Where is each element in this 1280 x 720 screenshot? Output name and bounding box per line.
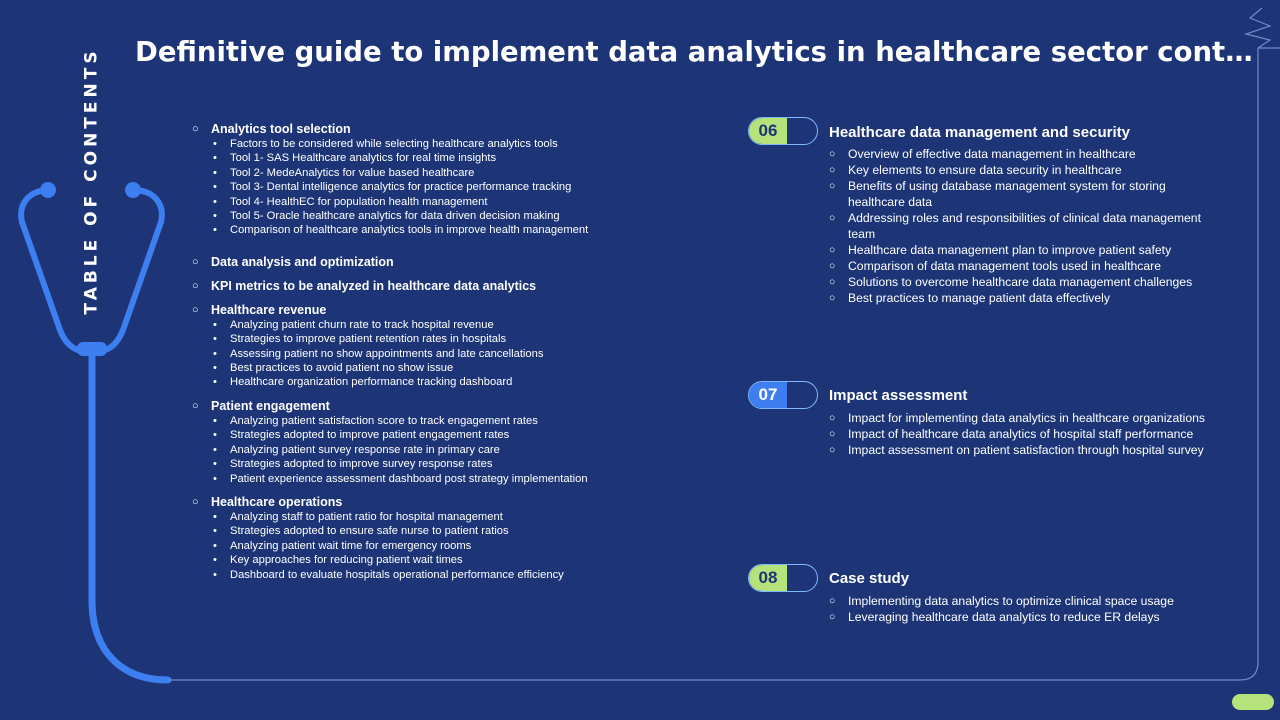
vertical-label-text: TABLE OF CONTENTS: [82, 47, 103, 315]
list-item[interactable]: Factors to be considered while selecting healthcare analytics tools: [230, 138, 558, 150]
bullet-icon: •: [213, 458, 217, 471]
circle-bullet-icon: ○: [829, 244, 836, 256]
list-item[interactable]: Comparison of healthcare analytics tools in improve health management: [230, 224, 589, 237]
right-contents-column: [748, 0, 1218, 720]
section-heading[interactable]: Healthcare data management and security: [829, 124, 1130, 141]
circle-bullet-icon: ○: [192, 495, 199, 508]
bullet-icon: •: [213, 166, 217, 179]
bullet-icon: •: [213, 195, 217, 208]
list-item[interactable]: Strategies adopted to improve survey response rates: [230, 458, 493, 471]
list-item[interactable]: Solutions to overcome healthcare data management challenges: [848, 275, 1193, 289]
list-item[interactable]: Overview of effective data management in healthcare: [848, 147, 1136, 161]
bullet-icon: •: [213, 318, 217, 331]
section-list: [829, 146, 1209, 306]
list-item[interactable]: Strategies adopted to ensure safe nurse to patient ratios: [230, 525, 509, 538]
list-item[interactable]: Tool 5- Oracle healthcare analytics for data driven decision making: [230, 210, 560, 223]
list-item[interactable]: Analyzing staff to patient ratio for hospital management: [230, 510, 503, 523]
section-heading[interactable]: Impact assessment: [829, 387, 968, 404]
bullet-icon: •: [213, 362, 217, 375]
list-item[interactable]: Analyzing patient wait time for emergency rooms: [230, 539, 472, 552]
section-heading[interactable]: Healthcare revenue: [211, 302, 327, 317]
section-heading[interactable]: Case study: [829, 570, 910, 587]
list-item[interactable]: Tool 4- HealthEC for population health management: [230, 195, 488, 208]
circle-bullet-icon: ○: [192, 279, 199, 292]
list-item[interactable]: Patient experience assessment dashboard post strategy implementation: [230, 472, 588, 485]
bullet-icon: •: [213, 210, 217, 223]
list-item[interactable]: Strategies to improve patient retention rates in hospitals: [230, 333, 507, 346]
section-healthcare-revenue: [192, 302, 612, 390]
bullet-icon: •: [213, 539, 217, 552]
list-item[interactable]: Dashboard to evaluate hospitals operational performance efficiency: [230, 568, 564, 581]
section-number-badge: [748, 381, 818, 409]
list-item[interactable]: Impact for implementing data analytics in healthcare organizations: [848, 411, 1206, 425]
list-item[interactable]: Tool 3- Dental intelligence analytics for practice performance tracking: [230, 181, 572, 194]
circle-bullet-icon: ○: [829, 260, 836, 272]
list-item[interactable]: Tool 2- MedeAnalytics for value based healthcare: [230, 166, 475, 179]
bullet-icon: •: [213, 224, 217, 237]
bullet-icon: •: [213, 347, 217, 360]
list-item[interactable]: Key elements to ensure data security in healthcare: [848, 163, 1122, 177]
section-heading[interactable]: Data analysis and optimization: [211, 254, 394, 269]
circle-bullet-icon: ○: [192, 303, 199, 316]
circle-bullet-icon: ○: [829, 276, 836, 288]
list-item[interactable]: Addressing roles and responsibilities of clinical data management team: [848, 211, 1201, 241]
section-heading[interactable]: Analytics tool selection: [211, 122, 351, 136]
bullet-icon: •: [213, 138, 217, 150]
bullet-icon: •: [213, 472, 217, 485]
bullet-icon: •: [213, 554, 217, 567]
bullet-icon: •: [213, 510, 217, 523]
circle-bullet-icon: ○: [829, 595, 836, 607]
section-heading[interactable]: Healthcare operations: [211, 494, 343, 509]
list-item[interactable]: Benefits of using database management system for storing healthcare data: [848, 179, 1166, 209]
list-item[interactable]: Implementing data analytics to optimize clinical space usage: [848, 594, 1174, 608]
list-item[interactable]: Analyzing patient churn rate to track hospital revenue: [230, 318, 494, 331]
section-number-badge: [748, 564, 818, 592]
circle-bullet-icon: ○: [192, 399, 199, 412]
section-healthcare-operations: [192, 494, 612, 582]
bullet-icon: •: [213, 525, 217, 538]
bullet-icon: •: [213, 568, 217, 581]
section-heading[interactable]: KPI metrics to be analyzed in healthcare data analytics: [211, 278, 537, 293]
circle-bullet-icon: ○: [192, 255, 199, 268]
section-number-badge: [748, 117, 818, 145]
list-item[interactable]: Leveraging healthcare data analytics to reduce ER delays: [848, 610, 1160, 624]
bullet-icon: •: [213, 152, 217, 165]
bullet-icon: •: [213, 181, 217, 194]
left-contents-column: [192, 121, 612, 590]
bullet-icon: •: [213, 376, 217, 389]
bullet-icon: •: [213, 333, 217, 346]
circle-bullet-icon: ○: [829, 212, 836, 224]
section-list: [829, 593, 1209, 625]
circle-bullet-icon: ○: [829, 412, 836, 424]
circle-bullet-icon: ○: [829, 428, 836, 440]
circle-bullet-icon: ○: [829, 611, 836, 623]
list-item[interactable]: Healthcare data management plan to improve patient safety: [848, 243, 1172, 257]
list-item[interactable]: Impact of healthcare data analytics of hospital staff performance: [848, 427, 1194, 441]
circle-bullet-icon: ○: [829, 180, 836, 192]
list-item[interactable]: Tool 1- SAS Healthcare analytics for real time insights: [230, 152, 497, 165]
list-item[interactable]: Key approaches for reducing patient wait times: [230, 554, 463, 567]
list-item[interactable]: Assessing patient no show appointments and late cancellations: [230, 347, 544, 360]
section-data-analysis: [192, 254, 612, 270]
circle-bullet-icon: ○: [829, 444, 836, 456]
section-number: 08: [749, 565, 787, 591]
list-item[interactable]: Best practices to manage patient data effectively: [848, 291, 1110, 305]
page-title: Definitive guide to implement data analytics in healthcare sector cont…: [135, 36, 1253, 68]
list-item[interactable]: Impact assessment on patient satisfaction through hospital survey: [848, 443, 1204, 457]
bullet-icon: •: [213, 443, 217, 456]
section-patient-engagement: [192, 398, 612, 486]
section-list: [829, 410, 1209, 458]
circle-bullet-icon: ○: [829, 164, 836, 176]
list-item[interactable]: Analyzing patient survey response rate in primary care: [230, 443, 500, 456]
list-item[interactable]: Comparison of data management tools used in healthcare: [848, 259, 1162, 273]
bullet-icon: •: [213, 414, 217, 427]
page-indicator-tab: [1232, 694, 1274, 710]
circle-bullet-icon: ○: [829, 148, 836, 160]
list-item[interactable]: Analyzing patient satisfaction score to track engagement rates: [230, 414, 538, 427]
section-kpi-metrics: [192, 278, 612, 294]
circle-bullet-icon: ○: [192, 123, 199, 135]
list-item[interactable]: Best practices to avoid patient no show issue: [230, 362, 454, 375]
list-item[interactable]: Healthcare organization performance tracking dashboard: [230, 376, 513, 389]
table-of-contents-label: [70, 46, 114, 316]
list-item[interactable]: Strategies adopted to improve patient engagement rates: [230, 429, 510, 442]
section-heading[interactable]: Patient engagement: [211, 398, 330, 413]
section-number: 06: [749, 118, 787, 144]
circle-bullet-icon: ○: [829, 292, 836, 304]
section-number: 07: [749, 382, 787, 408]
section-analytics-tool-selection: [192, 121, 612, 238]
bullet-icon: •: [213, 429, 217, 442]
